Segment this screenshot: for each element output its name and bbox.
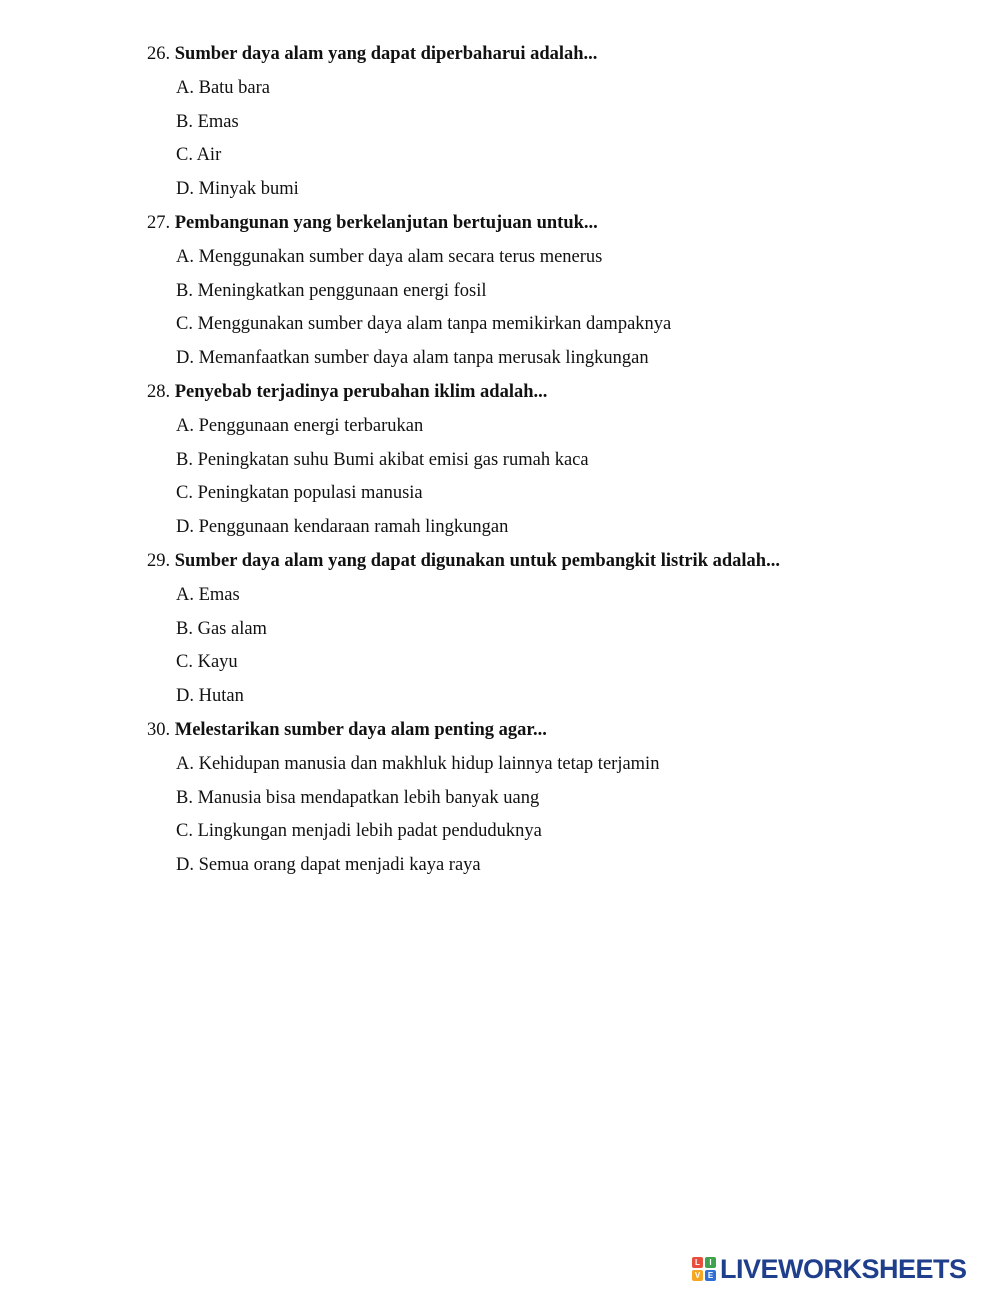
option-d: D. Semua orang dapat menjadi kaya raya — [176, 855, 481, 876]
option-b: B. Emas — [176, 111, 239, 132]
question-30 — [147, 714, 967, 883]
option-b: B. Gas alam — [176, 618, 267, 639]
question-line — [147, 38, 967, 72]
option-c: C. Kayu — [176, 652, 238, 673]
question-26 — [147, 38, 967, 207]
question-text: Sumber daya alam yang dapat diperbaharui adalah... — [174, 44, 598, 64]
option-d: D. Hutan — [176, 686, 244, 707]
option-a: A. Kehidupan manusia dan makhluk hidup lainnya tetap terjamin — [176, 753, 660, 774]
option-d: D. Memanfaatkan sumber daya alam tanpa merusak lingkungan — [176, 348, 649, 369]
logo-tile-l: L — [692, 1257, 703, 1268]
question-number: 26. — [147, 44, 171, 64]
liveworksheets-logo — [692, 1254, 967, 1284]
option-d: D. Penggunaan kendaraan ramah lingkungan — [176, 517, 509, 538]
worksheet — [147, 38, 967, 883]
option-c: C. Air — [176, 145, 222, 166]
option-a: A. Emas — [176, 584, 240, 605]
question-line — [147, 207, 967, 241]
option-d: D. Minyak bumi — [176, 179, 299, 200]
liveworksheets-logo-icon — [692, 1257, 716, 1281]
option-b: B. Manusia bisa mendapatkan lebih banyak uang — [176, 787, 540, 808]
question-number: 27. — [147, 212, 171, 233]
option-a: A. Batu bara — [176, 77, 271, 98]
option-c: C. Menggunakan sumber daya alam tanpa memikirkan dampaknya — [176, 314, 672, 335]
question-line — [147, 714, 967, 748]
option-b: B. Peningkatan suhu Bumi akibat emisi gas rumah kaca — [176, 449, 589, 470]
question-text: Penyebab terjadinya perubahan iklim adalah... — [174, 381, 548, 402]
question-text: Melestarikan sumber daya alam penting agar... — [174, 719, 547, 740]
question-27 — [147, 207, 967, 376]
liveworksheets-wordmark: LIVEWORKSHEETS — [720, 1254, 967, 1284]
question-text: Pembangunan yang berkelanjutan bertujuan untuk... — [174, 212, 598, 233]
logo-tile-v: V — [692, 1270, 703, 1281]
question-28 — [147, 376, 967, 545]
question-number: 28. — [147, 381, 171, 402]
question-number: 29. — [147, 550, 171, 571]
option-b: B. Meningkatkan penggunaan energi fosil — [176, 280, 487, 301]
logo-tile-i: I — [705, 1257, 716, 1268]
question-number: 30. — [147, 719, 171, 740]
option-a: A. Penggunaan energi terbarukan — [176, 415, 424, 436]
question-text: Sumber daya alam yang dapat digunakan untuk pembangkit listrik adalah... — [174, 550, 780, 571]
option-a: A. Menggunakan sumber daya alam secara terus menerus — [176, 246, 603, 267]
question-line — [147, 545, 967, 579]
question-line — [147, 376, 967, 410]
logo-tile-e: E — [705, 1270, 716, 1281]
option-c: C. Lingkungan menjadi lebih padat penduduknya — [176, 821, 542, 842]
option-c: C. Peningkatan populasi manusia — [176, 483, 423, 504]
question-29 — [147, 545, 967, 714]
